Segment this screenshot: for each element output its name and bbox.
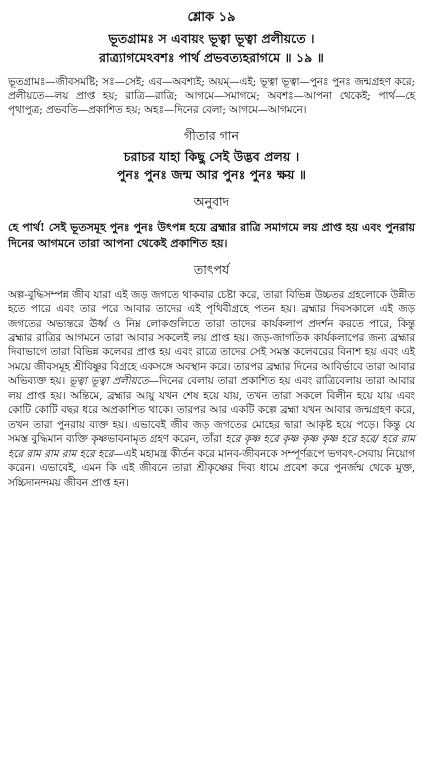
purport-part-2: —দিনের বেলায় তারা প্রকাশিত হয় এবং রাত্রিবেলায় তারা আবার লয় প্রাপ্ত হয়। অন্তিমে, ব্রহ্মার আয়ু যখন শেষ হয়ে যায়, তখন তারা সকলে বিলীন হয়ে যায় এবং কোটি কোটি বছর ধরে অপ্রকাশিত থাকে। তারপর আর একটি কল্পে ব্রহ্মা যখন আবার জন্মগ্রহণ করে, তখন তারা পুনরায় ব্যক্ত হয়। এভাবেই জীব জড় জগতের মোহের দ্বারা আকৃষ্ট হয়ে পড়ে। কিন্তু যে সমস্ত বুদ্ধিমান ব্যক্তি কৃষ্ণভাবনামৃত গ্রহণ করেন, তাঁরা bbox=[8, 375, 416, 446]
verse-number-title: শ্লোক ১৯ bbox=[187, 10, 236, 25]
verse-line-1: ভূতগ্রামঃ স এবায়ং ভূত্বা ভূত্বা প্রলীয়তে । bbox=[108, 31, 315, 46]
purport-body bbox=[8, 288, 415, 490]
purport-part-3: —এই মহামন্ত্র কীর্তন করে মানব-জীবনকে সম্পূর্ণরূপে ভগবৎ-সেবায় নিয়োগ করেন। এভাবেই, এমন কি এই জীবনে তারা শ্রীকৃষ্ণের দিব্য ধামে প্রবেশ করে পুনর্জন্ম থেকে মুক্ত, সচ্চিদানন্দময় জীবন প্রাপ্ত হন। bbox=[8, 447, 415, 489]
translation-text: হে পার্থ! সেই ভূতসমূহ পুনঃ পুনঃ উৎপন্ন হয়ে ব্রহ্মার রাত্রি সমাগমে লয় প্রাপ্ত হয় এবং পুনরায় দিনের আগমনে তারা আপনা থেকেই প্রকাশিত হয়। bbox=[8, 220, 415, 250]
purport-paragraph bbox=[8, 288, 415, 490]
verse-line-2: রাত্র্যাগমেঽবশঃ পার্থ প্রভবত্যহরাগমে ॥ ১৯ ॥ bbox=[99, 50, 324, 65]
maha-mantra: হরে কৃষ্ণ হরে কৃষ্ণ কৃষ্ণ কৃষ্ণ হরে হরে/ হরে রাম হরে রাম রাম রাম হরে হরে bbox=[8, 433, 415, 460]
song-line-2: পুনঃ পুনঃ জন্ম আর পুনঃ পুনঃ ক্ষয় ॥ bbox=[117, 166, 306, 182]
sanskrit-verse bbox=[8, 29, 415, 67]
synonyms-paragraph: ভূতগ্রামঃ—জীবসমষ্টি; সঃ—সেই; এব—অবশ্যই; অয়ম্—এই; ভূত্বা ভূত্বা—পুনঃ পুনঃ জন্মগ্রহণ করে; প্রলীয়তে—লয় প্রাপ্ত হয়; রাত্রি—রাত্রি; আগমে—সমাগমে; অবশঃ—আপনা থেকেই; পার্থ—হে পৃথাপুত্র; প্রভবতি—প্রকাশিত হয়; অহঃ—দিনের বেলা; আগমে—আগমনে। bbox=[8, 76, 415, 117]
song-heading: গীতার গান bbox=[184, 127, 239, 143]
song-verse bbox=[8, 148, 415, 184]
translation-heading: অনুবাদ bbox=[193, 193, 230, 209]
purport-heading: তাৎপর্য bbox=[193, 261, 230, 277]
purport-part-1: অল্প-বুদ্ধিসম্পন্ন জীব যারা এই জড় জগতে থাকবার চেষ্টা করে, তারা বিভিন্ন উচ্চতর গ্রহলোকে উন্নীত হতে পারে এবং তার পরে আবার তাদের এই পৃথিবীগ্রহে পতন হয়। ব্রহ্মার দিবসকালে এই জড় জগতের অভ্যন্তরে ঊর্ধ্ব ও নিম্ন লোকগুলিতে তারা তাদের কার্যকলাপ প্রদর্শন করতে পারে, কিন্তু ব্রহ্মার রাত্রির আগমনে তারা আবার সকলেই লয় প্রাপ্ত হয়। জড়-জাগতিক কার্যকলাপের জন্য ব্রহ্মার দিবাভাগে তারা বিভিন্ন কলেবর প্রাপ্ত হয় এবং রাত্রে তাদের সেই সমস্ত কলেবরের বিনাশ হয় এবং এই সময়ে জীবসমূহ শ্রীবিষ্ণুর বিগ্রহে একসঙ্গে অবস্থান করে। তারপর ব্রহ্মার দিনের আবির্ভাবে তারা আবার অভিব্যক্ত হয়। bbox=[8, 288, 415, 388]
purport-quote: ভূত্বা ভূত্বা প্রলীয়তে bbox=[68, 375, 149, 388]
song-line-1: চরাচর যাহা কিছু সেই উদ্ভব প্রলয় । bbox=[123, 148, 300, 164]
